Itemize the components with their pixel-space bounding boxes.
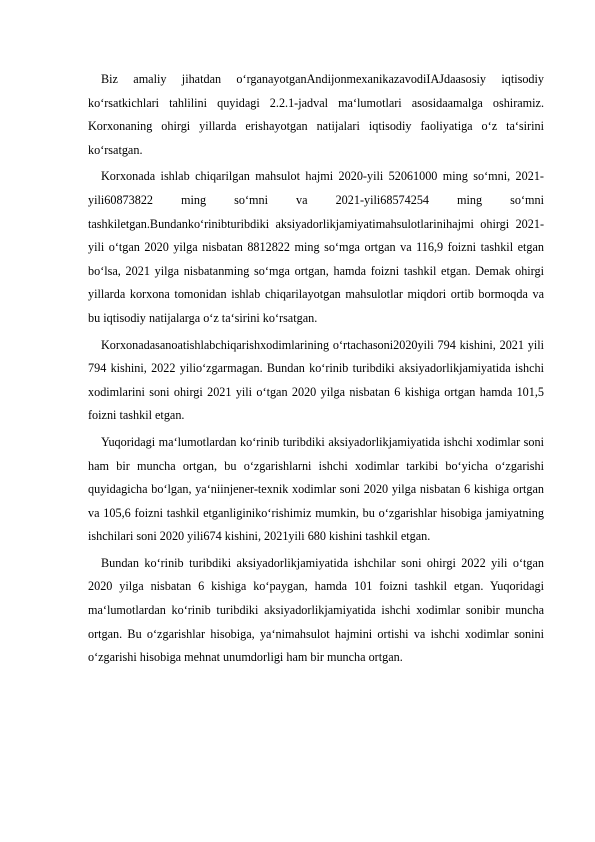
paragraph-intro: Biz amaliy jihatdan o‘rganayotganAndijonmexanikazavodiIAJdaasosiy iqtisodiy ko‘rsatkichlari tahlilini quyidagi 2.2.1-jadval ma‘lumotlari asosidaamalga oshiramiz. Korxonaning ohirgi yillarda erishayotgan natijalari iqtisodiy faoliyatiga o‘z ta‘sirini ko‘rsatgan. [88, 72, 544, 157]
paragraph-conclusion: Bundan ko‘rinib turibdiki aksiyadorlikjamiyatida ishchilar soni ohirgi 2022 yili o‘tgan 2020 yilga nisbatan 6 kishiga ko‘paygan, hamda 101 foizni tashkil etgan. Yuqoridagi ma‘lumotlardan ko‘rinib turibdiki aksiyadorlikjamiyatida ishchi xodimlar sonibir muncha ortgan. Bu o‘zgarishlar hisobiga, ya‘nimahsulot hajmini ortishi va ishchi xodimlar sonini o‘zgarishi hisobiga mehnat unumdorligi ham bir muncha ortgan. [88, 555, 544, 665]
paragraph-workforce: Korxonadasanoatishlabchiqarishxodimlarining o‘rtachasoni2020yili 794 kishini, 2021 yili 794 kishini, 2022 yilio‘zgarmagan. Bundan ko‘rinib turibdiki aksiyadorlikjamiyatida ishchi xodimlarini soni ohirgi 2021 yili o‘tgan 2020 yilga nisbatan 6 kishiga ortgan hamda 101,5 foizni tashkil etgan. [88, 337, 544, 423]
document-page [88, 68, 544, 673]
paragraph-staff-structure: Yuqoridagi ma‘lumotlardan ko‘rinib turibdiki aksiyadorlikjamiyatida ishchi xodimlar soni ham bir muncha ortgan, bu o‘zgarishlarni ishchi xodimlar tarkibi bo‘yicha o‘zgarishi quyidagicha bo‘lgan, ya‘niinjener-texnik xodimlar soni 2020 yilga nisbatan 6 kishiga ortgan va 105,6 foizni tashkil etganliginiko‘rishimiz mumkin, bu o‘zgarishlar hisobiga jamiyatning ishchilari soni 2020 yili674 kishini, 2021yili 680 kishini tashkil etgan. [88, 434, 544, 544]
paragraph-production-volume: Korxonada ishlab chiqarilgan mahsulot hajmi 2020-yili 52061000 ming so‘mni, 2021-yili60873822 ming so‘mni va 2021-yili68574254 ming so‘mni tashkiletgan.Bundanko‘rinibturibdiki aksiyadorlikjamiyatimahsulotlarinihajmi ohirgi 2021-yili o‘tgan 2020 yilga nisbatan 8812822 ming so‘mga ortgan va 116,9 foizni tashkil etgan bo‘lsa, 2021 yilga nisbatanming so‘mga ortgan, hamda foizni tashkil etgan. Demak ohirgi yillarda korxona tomonidan ishlab chiqarilayotgan mahsulotlar miqdori ortib bormoqda va bu iqtisodiy natijalarga o‘z ta‘sirini ko‘rsatgan. [88, 169, 544, 325]
